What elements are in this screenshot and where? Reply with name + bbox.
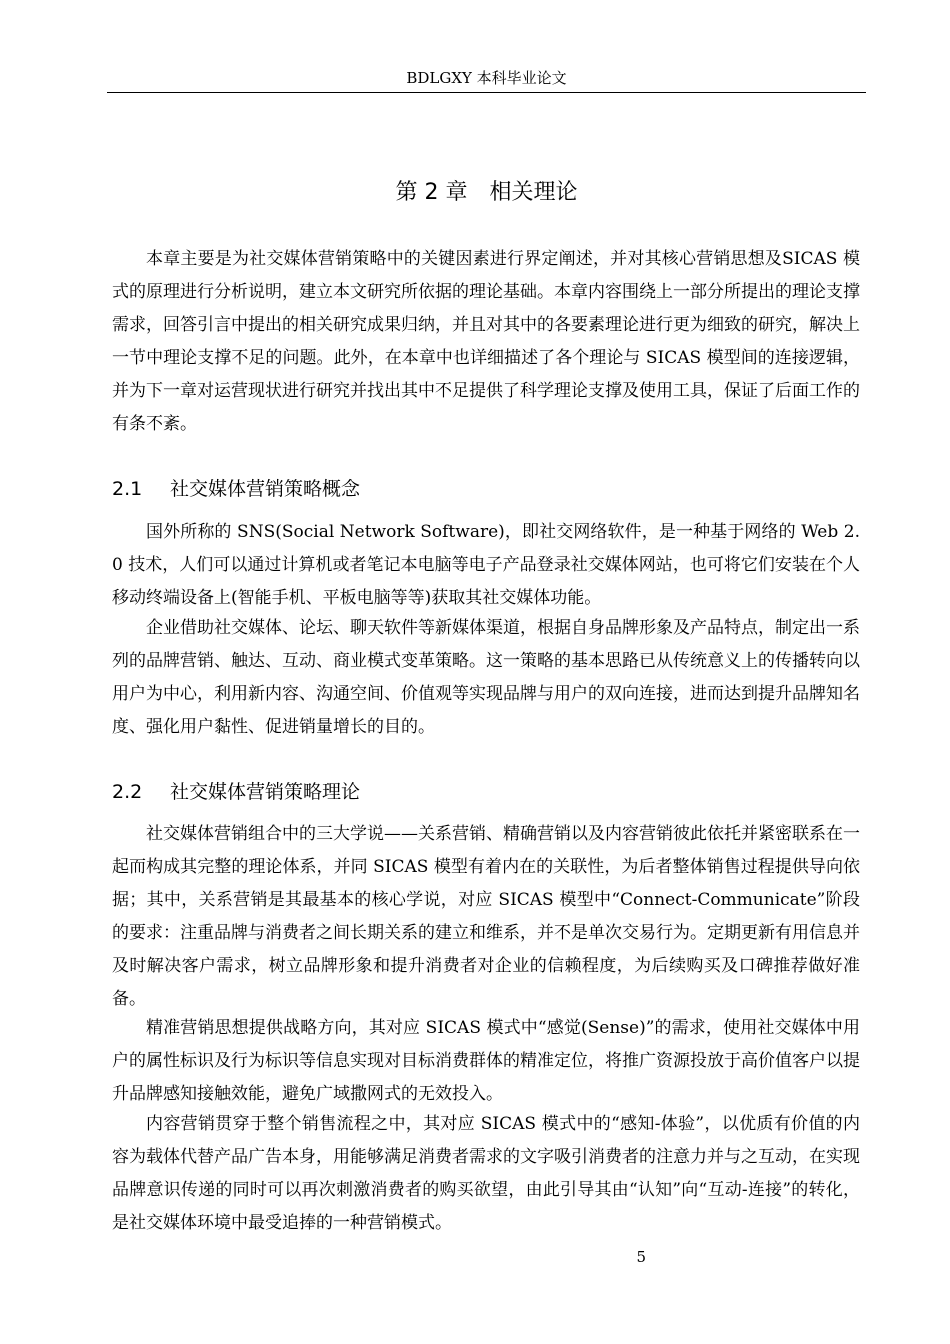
section-number: 2.1 <box>112 478 143 500</box>
section-heading-2-1 <box>112 475 360 503</box>
section-title-text: 社交媒体营销策略理论 <box>170 781 361 803</box>
chapter-title-text: 相关理论 <box>489 180 578 205</box>
intro-paragraph: 本章主要是为社交媒体营销策略中的关键因素进行界定阐述，并对其核心营销思想及SICAS 模式的原理进行分析说明，建立本文研究所依据的理论基础。本章内容围绕上一部分所提出的理论支撑需求，回答引言中提出的相关研究成果归纳，并且对其中的各要素理论进行更为细致的研究，解决上一节中理论支撑不足的问题。此外，在本章中也详细描述了各个理论与 SICAS 模型间的连接逻辑，并为下一章对运营现状进行研究并找出其中不足提供了科学理论支撑及使用工具，保证了后面工作的有条不紊。 <box>112 249 860 434</box>
chapter-number: 第 2 章 <box>395 180 468 205</box>
section-2-1-paragraph-2: 企业借助社交媒体、论坛、聊天软件等新媒体渠道，根据自身品牌形象及产品特点，制定出一系列的品牌营销、触达、互动、商业模式变革策略。这一策略的基本思路已从传统意义上的传播转向以用户为中心，利用新内容、沟通空间、价值观等实现品牌与用户的双向连接，进而达到提升品牌知名度、强化用户黏性、促进销量增长的目的。 <box>112 618 860 737</box>
chapter-heading <box>107 176 866 210</box>
section-2-1-paragraph-1: 国外所称的 SNS(Social Network Software)，即社交网络软件，是一种基于网络的 Web 2.0 技术，人们可以通过计算机或者笔记本电脑等电子产品登录社交媒体网站，也可将它们安装在个人移动终端设备上(智能手机、平板电脑等等)获取其社交媒体功能。 <box>112 522 860 608</box>
section-2-2-paragraph-3: 内容营销贯穿于整个销售流程之中，其对应 SICAS 模式中的“感知-体验”，以优质有价值的内容为载体代替产品广告本身，用能够满足消费者需求的文字吸引消费者的注意力并与之互动，在实现品牌意识传递的同时可以再次刺激消费者的购买欲望，由此引导其由“认知”向“互动-连接”的转化，是社交媒体环境中最受追捧的一种营销模式。 <box>112 1114 860 1233</box>
page-number: 5 <box>636 1248 646 1266</box>
section-2-2-paragraph-1: 社交媒体营销组合中的三大学说——关系营销、精确营销以及内容营销彼此依托并紧密联系在一起而构成其完整的理论体系，并同 SICAS 模型有着内在的关联性，为后者整体销售过程提供导向依据；其中，关系营销是其最基本的核心学说，对应 SICAS 模型中“Connect-Communicate”阶段的要求：注重品牌与消费者之间长期关系的建立和维系，并不是单次交易行为。定期更新有用信息并及时解决客户需求，树立品牌形象和提升消费者对企业的信赖程度，为后续购买及口碑推荐做好准备。 <box>112 824 860 1009</box>
section-number: 2.2 <box>112 781 143 803</box>
section-title-text: 社交媒体营销策略概念 <box>170 478 361 500</box>
running-header: BDLGXY 本科毕业论文 <box>107 64 866 93</box>
section-heading-2-2 <box>112 778 360 806</box>
section-2-2-paragraph-2: 精准营销思想提供战略方向，其对应 SICAS 模式中“感觉(Sense)”的需求，使用社交媒体中用户的属性标识及行为标识等信息实现对目标消费群体的精准定位，将推广资源投放于高价值客户以提升品牌感知接触效能，避免广域撒网式的无效投入。 <box>112 1018 860 1104</box>
